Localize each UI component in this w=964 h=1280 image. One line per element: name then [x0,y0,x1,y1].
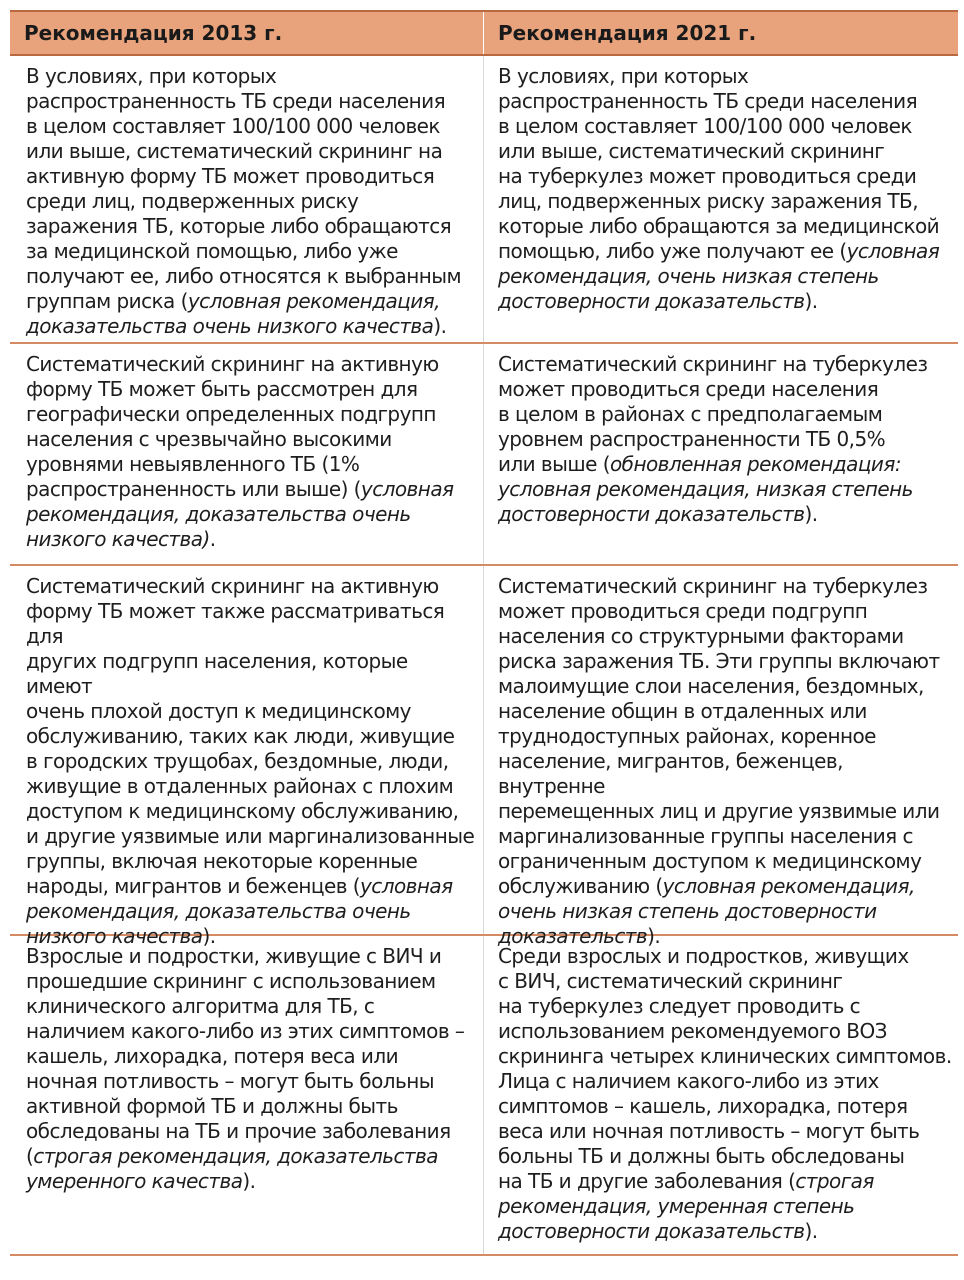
cell-text: В условиях, при которых распространенность ТБ среди населения в целом составляет 100/100 000 человек или выше, систематический скрининг на активную форму ТБ может проводиться среди лиц, подверженных риску заражения ТБ, которые либо обращаются за медицинской помощью, либо уже получают ее, либо относятся к выбранным группам риска ( [26,64,462,313]
table-row [10,344,958,566]
cell-2021 [484,56,958,342]
cell-2013 [10,56,484,342]
cell-text-end: ). [647,924,661,948]
cell-2013 [10,344,484,564]
cell-text: Систематический скрининг на активную форму ТБ может быть рассмотрен для географически определенных подгрупп населения с чрезвычайно высокими уровнями невыявленного ТБ (1% распространенность или выше) ( [26,352,439,501]
cell-2021 [484,344,958,564]
cell-italic-note: условная рекомендация, очень низкая степень достоверности доказательств [498,874,915,948]
table-header [10,10,958,56]
cell-2013 [10,936,484,1254]
cell-italic-note: обновленная рекомендация: условная рекомендация, низкая степень достоверности доказательств [498,452,913,526]
table-row [10,56,958,344]
cell-text: Взрослые и подростки, живущие с ВИЧ и прошедшие скрининг с использованием клинического алгоритма для ТБ, с наличием какого-либо из этих симптомов – кашель, лихорадка, потеря веса или ночная потливость – могут быть больны активной формой ТБ и должны быть обследованы на ТБ и прочие заболевания ( [26,944,465,1168]
cell-text-end: . [209,527,216,551]
cell-text-end: ). [804,1219,818,1243]
cell-text: Систематический скрининг на туберкулез может проводиться среди населения в целом в районах с предполагаемым уровнем распространенности ТБ 0,5% или выше ( [498,352,928,476]
cell-2021 [484,936,958,1254]
header-2013: Рекомендация 2013 г. [10,12,484,54]
cell-italic-note: условная рекомендация, доказательства очень низкого качества) [26,477,454,551]
cell-text: Систематический скрининг на туберкулез может проводиться среди подгрупп населения со структурными факторами риска заражения ТБ. Эти группы включают малоимущие слои населения, бездомных, население общин в отдаленных или труднодоступных районах, коренное население, мигрантов, беженцев, внутренне перемещенных лиц и другие уязвимые или маргинализованные группы населения с ограниченным доступом к медицинскому обслуживанию ( [498,574,940,898]
table-row [10,566,958,948]
cell-text-end: ). [202,924,216,948]
cell-text-end: ). [804,289,818,313]
header-2021: Рекомендация 2021 г. [498,21,757,45]
cell-2013 [10,566,484,948]
cell-text-end: ). [433,314,447,338]
table-row [10,936,958,1256]
cell-italic-note: условная рекомендация, доказательства очень низкого качества [26,874,453,948]
cell-italic-note: строгая рекомендация, умеренная степень достоверности доказательств [498,1169,874,1243]
cell-text: Среди взрослых и подростков, живущих с ВИЧ, систематический скрининг на туберкулез следует проводить с использованием рекомендуемого ВОЗ скрининга четырех клинических симптомов. Лица с наличием какого-либо из этих симптомов – кашель, лихорадка, потеря веса или ночная потливость – могут быть больны ТБ и должны быть обследованы на ТБ и другие заболевания ( [498,944,952,1193]
cell-italic-note: условная рекомендация, очень низкая степень достоверности доказательств [498,239,940,313]
cell-2021 [484,566,958,948]
cell-text-end: ). [242,1169,256,1193]
cell-text-end: ). [804,502,818,526]
cell-text: В условиях, при которых распространенность ТБ среди населения в целом составляет 100/100 000 человек или выше, систематический скрининг на туберкулез может проводиться среди лиц, подверженных риску заражения ТБ, которые либо обращаются за медицинской помощью, либо уже получают ее ( [498,64,940,263]
cell-text: Систематический скрининг на активную форму ТБ может также рассматриваться для других подгрупп населения, которые имеют очень плохой доступ к медицинскому обслуживанию, таких как люди, живущие в городских трущобах, бездомные, люди, живущие в отдаленных районах с плохим доступом к медицинскому обслуживанию, и другие уязвимые или маргинализованные группы, включая некоторые коренные народы, мигрантов и беженцев ( [26,574,475,898]
cell-italic-note: условная рекомендация, доказательства очень низкого качества [26,289,440,338]
cell-italic-note: строгая рекомендация, доказательства умеренного качества [26,1144,438,1193]
recommendations-table [10,10,958,1256]
